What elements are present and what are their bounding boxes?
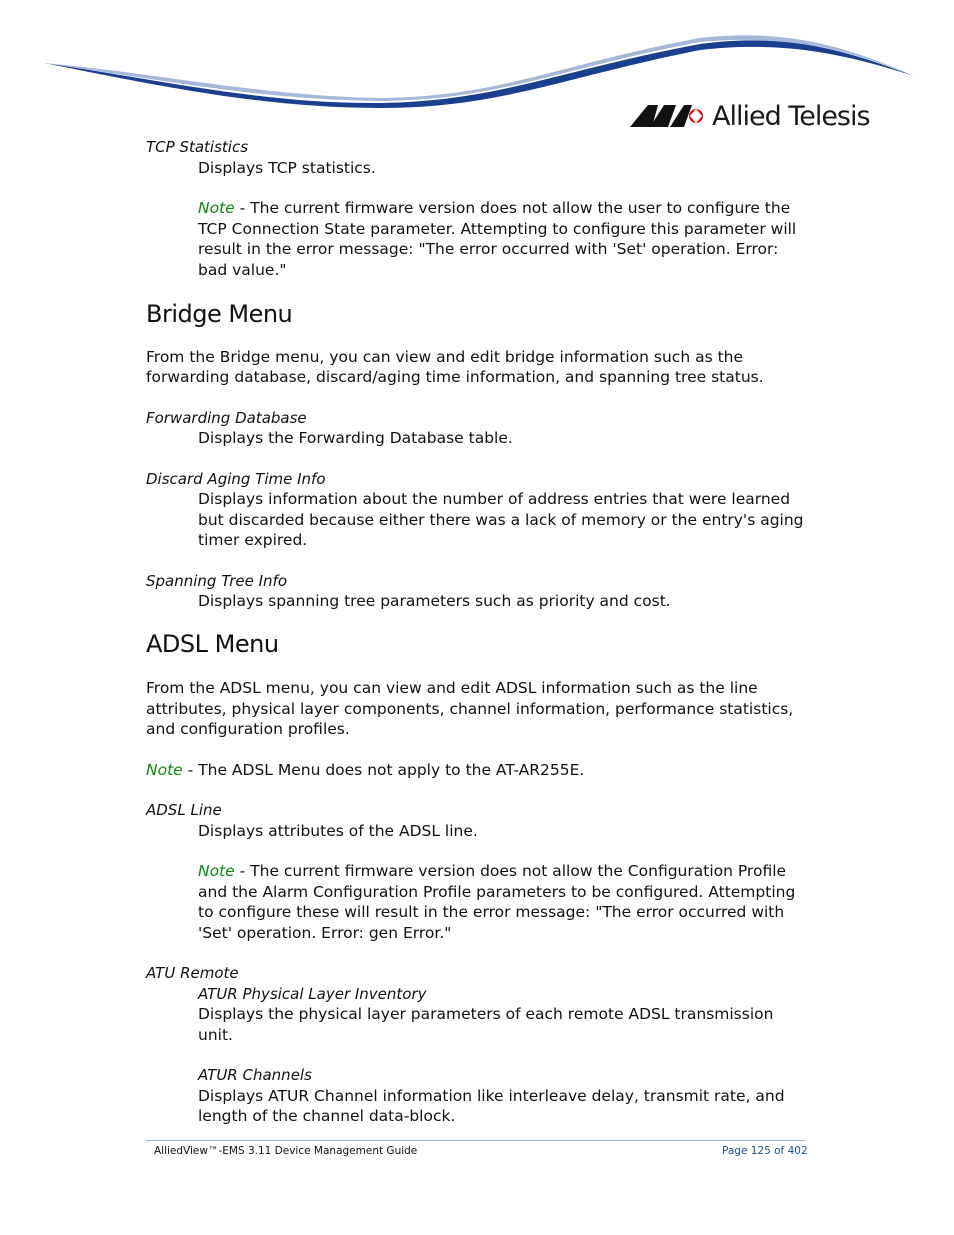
term-discard-aging: Discard Aging Time Info	[146, 469, 326, 488]
desc-atur-channels: Displays ATUR Channel information like interleave delay, transmit rate, and length of the channel data-block.	[198, 1086, 785, 1125]
term-tcp-statistics: TCP Statistics	[146, 138, 249, 156]
brand-logo	[630, 98, 870, 134]
note-text: - The current firmware version does not allow the user to configure the TCP Connection State parameter. Attempting to configure this parameter will result in the error message: "The error occurred with 'Set' operation. Error: bad value."	[198, 199, 797, 279]
note-label: Note	[146, 760, 183, 779]
page-number: Page 125 of 402	[722, 1145, 808, 1157]
note-adsl-line	[198, 861, 806, 943]
footer-divider	[146, 1140, 805, 1141]
desc-discard-aging: Displays information about the number of address entries that were learned but discarded because either there was a lack of memory or the entry's aging timer expired.	[198, 490, 804, 549]
term-atur-physical: ATUR Physical Layer Inventory	[198, 984, 427, 1003]
desc-atur-physical: Displays the physical layer parameters of each remote ADSL transmission unit.	[198, 1005, 774, 1044]
term-adsl-line: ADSL Line	[146, 801, 222, 819]
desc-spanning-tree: Displays spanning tree parameters such as priority and cost.	[198, 592, 671, 610]
desc-tcp-statistics: Displays TCP statistics.	[198, 158, 376, 177]
term-atu-remote: ATU Remote	[146, 964, 239, 982]
note-text: - The current firmware version does not allow the Configuration Profile and the Alarm Configuration Profile parameters to be configured. Attempting to configure these will result in the error message: "The error occurred with 'Set' operation. Error: gen Error."	[198, 862, 796, 942]
term-spanning-tree: Spanning Tree Info	[146, 571, 287, 590]
heading-bridge-menu: Bridge Menu	[146, 300, 293, 328]
note-label: Note	[198, 199, 235, 217]
bridge-intro: From the Bridge menu, you can view and edit bridge information such as the forwarding database, discard/aging time information, and spanning tree status.	[146, 347, 764, 386]
footer-title: AlliedView™-EMS 3.11 Device Management Guide	[154, 1145, 418, 1157]
desc-forwarding-database: Displays the Forwarding Database table.	[198, 429, 513, 447]
term-atur-channels: ATUR Channels	[198, 1066, 312, 1084]
heading-adsl-menu: ADSL Menu	[146, 629, 279, 658]
term-forwarding-database: Forwarding Database	[146, 408, 307, 427]
note-tcp	[198, 198, 806, 280]
logo-text: Allied Telesis	[712, 100, 870, 132]
note-adsl	[146, 760, 806, 781]
page-content	[146, 137, 806, 1127]
allied-telesis-logo-icon	[630, 105, 706, 127]
note-label: Note	[198, 862, 235, 880]
desc-adsl-line: Displays attributes of the ADSL line.	[198, 821, 478, 840]
note-text: - The ADSL Menu does not apply to the AT-AR255E.	[182, 760, 585, 779]
adsl-intro: From the ADSL menu, you can view and edit ADSL information such as the line attributes, physical layer components, channel information, performance statistics, and configuration profiles.	[146, 679, 794, 738]
